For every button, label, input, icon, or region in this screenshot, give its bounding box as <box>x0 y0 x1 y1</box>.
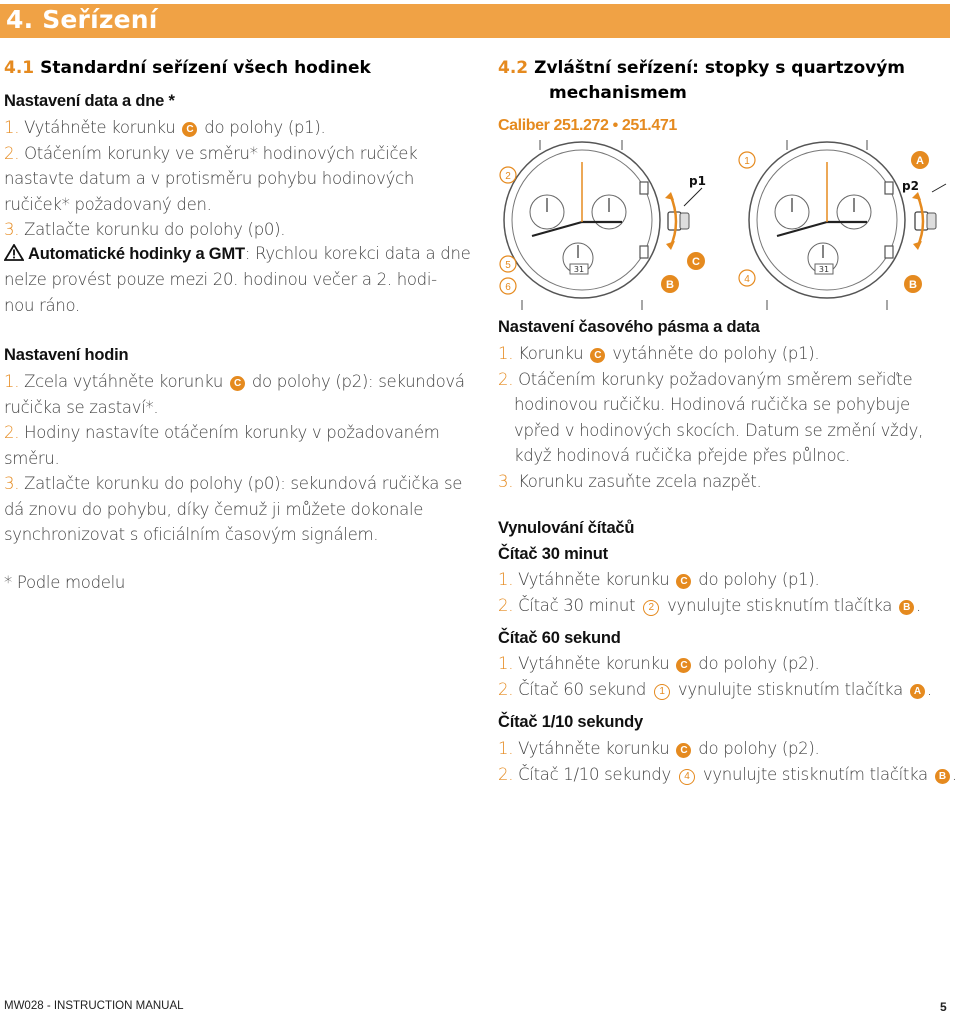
section-title-line-2: mechanismem <box>549 83 687 103</box>
step-text: když hodinová ručička přejde přes půlnoc. <box>514 446 851 465</box>
crown-badge-icon: C <box>676 658 691 673</box>
counter-number-icon: 4 <box>679 769 695 785</box>
pusher-badge-icon: A <box>910 684 925 699</box>
step-line <box>498 472 762 491</box>
svg-text:1: 1 <box>744 156 750 167</box>
watch-diagram-2 <box>739 140 946 310</box>
step-number: 1. <box>498 739 514 758</box>
step-text: hodinovou ručičku. Hodinová ručička se pohybuje <box>514 395 910 414</box>
step-text: Vytáhněte korunku <box>513 654 675 673</box>
step-text: vpřed v hodinových skocích. Datum se změní vždy, <box>514 420 924 440</box>
step-line <box>4 525 378 544</box>
svg-text:A: A <box>916 155 924 167</box>
step-number: 1. <box>4 372 20 391</box>
step-line <box>4 372 465 391</box>
step-line <box>4 169 414 188</box>
pusher-badge-icon: B <box>935 769 950 784</box>
step-text: do polohy (p1). <box>693 570 820 589</box>
step-number: 3. <box>4 220 20 239</box>
step-text: nastavte datum a v protisměru pohybu hodinových <box>4 169 415 188</box>
caliber-label: Caliber 251.272 • 251.471 <box>498 117 677 134</box>
step-line <box>498 370 912 389</box>
step-text: do polohy (p2): sekundová <box>246 372 465 391</box>
step-text: . <box>926 679 932 699</box>
step-text: Čítač 1/10 sekundy <box>513 764 676 784</box>
step-line <box>498 680 932 700</box>
footnote: * Podle modelu <box>4 573 126 592</box>
date-setting-title: Nastavení data a dne * <box>4 92 175 110</box>
crown-badge-icon: C <box>676 574 691 589</box>
chapter-title: 4. Seřízení <box>6 5 158 34</box>
step-text: Vytáhněte korunku <box>513 739 675 758</box>
step-line <box>4 500 423 519</box>
step-text: . <box>916 595 921 615</box>
step-line <box>4 398 158 417</box>
step-text: Otáčením korunky požadovaným směrem seřiďte <box>513 369 913 389</box>
step-text: vynulujte stisknutím tlačítka <box>672 679 908 699</box>
counter-number-icon: 2 <box>643 600 659 616</box>
step-text: do polohy (p1). <box>199 118 326 137</box>
step-line <box>498 344 819 363</box>
step-text: Korunku <box>513 344 589 363</box>
step-text: Zcela vytáhněte korunku <box>19 372 228 391</box>
warning-line-2: nelze provést pouze mezi 20. hodinou večer a 2. hodi- <box>4 270 437 289</box>
step-line <box>4 474 462 493</box>
step-text: . <box>951 764 957 784</box>
section-4-1-heading <box>4 58 371 78</box>
counter-number-icon: 1 <box>654 684 670 700</box>
pusher-badge-icon: B <box>899 600 914 615</box>
step-line <box>4 144 417 163</box>
svg-text:p2: p2 <box>902 179 919 193</box>
crown-badge-icon: C <box>676 743 691 758</box>
svg-text:5: 5 <box>505 260 511 271</box>
step-text: Hodiny nastavíte otáčením korunky v požadovaném <box>19 423 440 442</box>
svg-text:B: B <box>909 279 917 291</box>
footer-page-number: 5 <box>940 1000 947 1014</box>
warning-bold: Automatické hodinky a GMT <box>28 245 245 263</box>
counter-110-title: Čítač 1/10 sekundy <box>498 713 643 731</box>
step-number: 2. <box>498 595 514 615</box>
section-title: Zvláštní seřízení: stopky s quartzovým <box>534 58 905 78</box>
step-line <box>498 570 819 589</box>
reset-counters-title: Vynulování čítačů <box>498 519 635 537</box>
crown-badge-icon: C <box>590 348 605 363</box>
step-text: Otáčením korunky ve směru* hodinových ručiček <box>19 143 418 163</box>
step-number: 2. <box>498 679 514 699</box>
step-number: 2. <box>498 369 514 389</box>
watch-diagram-1 <box>500 140 706 310</box>
step-line <box>4 195 212 214</box>
step-number: 2. <box>4 423 20 442</box>
section-number: 4.1 <box>4 58 35 78</box>
step-text: Korunku zasuňte zcela nazpět. <box>513 471 762 491</box>
counter-30-title: Čítač 30 minut <box>498 545 608 563</box>
warning-text: : Rychlou korekci data a dne <box>244 244 471 263</box>
step-text: směru. <box>4 448 60 468</box>
section-number: 4.2 <box>498 58 529 78</box>
step-text: Zatlačte korunku do polohy (p0): sekundová ručička se <box>19 474 463 493</box>
step-text: Čítač 30 minut <box>513 595 641 615</box>
warning-line <box>4 244 470 265</box>
step-text: vynulujte stisknutím tlačítka <box>662 595 898 615</box>
step-number: 1. <box>498 344 514 363</box>
step-text: vytáhněte do polohy (p1). <box>607 344 820 363</box>
step-text: Vytáhněte korunku <box>19 118 181 137</box>
crown-badge-icon: C <box>182 122 197 137</box>
svg-text:2: 2 <box>505 171 511 182</box>
step-text: ručiček* požadovaný den. <box>4 194 212 214</box>
crown-badge-icon: C <box>230 376 245 391</box>
warning-triangle-icon <box>4 244 24 265</box>
section-title: Standardní seřízení všech hodinek <box>40 58 371 78</box>
step-text: Vytáhněte korunku <box>513 570 675 589</box>
section-4-2-heading <box>498 58 905 78</box>
step-text: synchronizovat s oficiálním časovým signálem. <box>4 525 379 544</box>
timezone-title: Nastavení časového pásma a data <box>498 318 760 336</box>
step-text: ručička se zastaví*. <box>4 397 159 417</box>
svg-text:B: B <box>666 279 674 291</box>
step-line <box>514 421 923 440</box>
step-text: dá znovu do pohybu, díky čemuž ji můžete dokonale <box>4 499 424 519</box>
step-text: Zatlačte korunku do polohy (p0). <box>19 220 286 239</box>
step-line <box>514 395 910 414</box>
counter-60-title: Čítač 60 sekund <box>498 629 621 647</box>
step-line <box>4 423 439 442</box>
footer-manual-id: MW028 - INSTRUCTION MANUAL <box>4 1000 184 1012</box>
step-line <box>4 449 60 468</box>
step-number: 3. <box>498 471 514 491</box>
step-number: 3. <box>4 474 20 493</box>
svg-text:C: C <box>692 256 700 268</box>
step-line <box>498 596 921 616</box>
svg-text:6: 6 <box>505 282 511 293</box>
svg-text:31: 31 <box>573 265 585 274</box>
svg-text:4: 4 <box>744 274 750 285</box>
step-number: 1. <box>498 570 514 589</box>
time-setting-title: Nastavení hodin <box>4 346 129 364</box>
chronograph-illustration <box>492 140 954 310</box>
svg-text:p1: p1 <box>689 174 706 188</box>
step-number: 1. <box>498 654 514 673</box>
step-text: Čítač 60 sekund <box>513 679 651 699</box>
step-line <box>498 765 957 785</box>
step-number: 2. <box>4 143 20 163</box>
step-line <box>4 220 285 239</box>
step-text: do polohy (p2). <box>693 739 820 758</box>
step-number: 2. <box>498 764 514 784</box>
step-number: 1. <box>4 118 20 137</box>
chapter-header-bar <box>0 4 950 38</box>
warning-line-3: nou ráno. <box>4 296 80 315</box>
step-line <box>498 739 819 758</box>
step-text: vynulujte stisknutím tlačítka <box>697 764 933 784</box>
step-line <box>498 654 819 673</box>
step-line <box>4 118 325 137</box>
step-text: do polohy (p2). <box>693 654 820 673</box>
svg-text:31: 31 <box>818 265 830 274</box>
step-line <box>514 446 850 465</box>
